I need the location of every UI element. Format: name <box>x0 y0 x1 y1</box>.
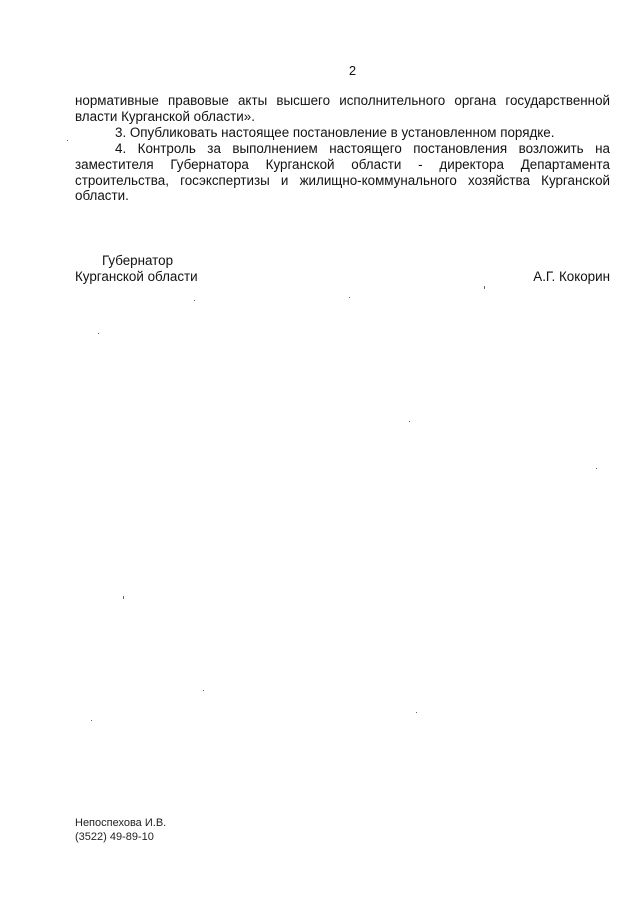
signatory-name: А.Г. Кокорин <box>533 269 610 284</box>
scan-speck <box>98 333 99 334</box>
paragraph-3-line-3: строительства, госэкспертизы и жилищно-коммунального хозяйства Курганской <box>75 172 610 188</box>
signatory-position-line-1: Губернатор <box>102 253 174 268</box>
scan-speck <box>484 286 485 289</box>
paragraph-1 <box>75 93 610 125</box>
paragraph-3-line-4: области. <box>75 188 129 204</box>
executor-phone: (3522) 49-89-10 <box>75 831 154 843</box>
scan-speck <box>409 421 410 422</box>
page-number: 2 <box>348 63 357 78</box>
scan-speck <box>67 140 68 141</box>
paragraph-3-line-1: 4. Контроль за выполнением настоящего постановления возложить на <box>115 141 610 156</box>
scan-speck <box>203 690 204 691</box>
executor-name: Непоспехова И.В. <box>75 817 167 829</box>
paragraph-3-line-2: заместителя Губернатора Курганской области - директора Департамента <box>75 156 610 172</box>
scan-speck <box>123 596 124 599</box>
scan-speck <box>596 468 597 469</box>
executor-block <box>75 816 166 844</box>
scan-speck <box>91 720 92 721</box>
paragraph-2-line-1: 3. Опубликовать настоящее постановление в установленном порядке. <box>115 125 555 140</box>
paragraph-1-line-1: нормативные правовые акты высшего исполнительного органа государственной <box>75 93 610 108</box>
paragraph-2 <box>75 125 610 141</box>
signature-block <box>75 253 610 285</box>
scan-speck <box>349 297 350 298</box>
scan-speck <box>416 712 417 713</box>
signatory-position-line-2: Курганской области <box>75 269 198 284</box>
paragraph-3 <box>75 141 610 204</box>
scan-speck <box>194 300 195 301</box>
paragraph-1-line-2: власти Курганской области». <box>75 108 255 124</box>
